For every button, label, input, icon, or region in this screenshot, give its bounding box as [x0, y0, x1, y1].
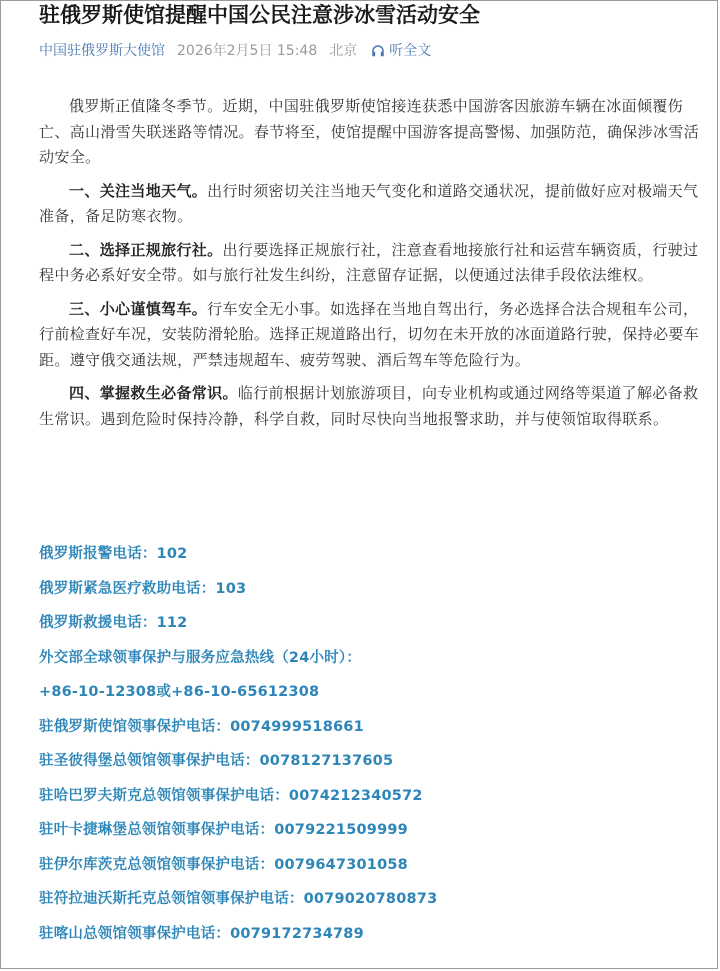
contact-line: 驻叶卡捷琳堡总领馆领事保护电话：0079221509999: [39, 822, 408, 838]
contact-line: 驻俄罗斯使馆领事保护电话：0074999518661: [39, 718, 364, 735]
section-heading: 三、小心谨慎驾车。: [69, 299, 208, 318]
contact-line: 驻喀山总领馆领事保护电话：0079172734789: [39, 925, 364, 942]
article-title: 驻俄罗斯使馆提醒中国公民注意涉冰雪活动安全: [39, 3, 480, 27]
section-text: 出行要选择正规旅行社，注意查看地接旅行社和运营车辆资质，行驶过程中务必系好安全带。如与旅行社发生纠纷，注意留存证据，以便通过法律手段依法维权。: [39, 240, 699, 284]
section-text: 临行前根据计划旅游项目，向专业机构或通过网络等渠道了解必备救生常识。遇到危险时保持冷静，科学自救，同时尽快向当地报警求助，并与使领馆取得联系。: [39, 384, 699, 428]
article-meta: [39, 41, 431, 61]
section-heading: 二、选择正规旅行社。: [69, 240, 223, 259]
section-heading: 四、掌握救生必备常识。: [69, 384, 238, 402]
section-heading: 一、关注当地天气。: [69, 181, 208, 200]
section-text: 出行时须密切关注当地天气变化和道路交通状况，提前做好应对极端天气准备，备足防寒衣物。: [39, 181, 699, 225]
contact-line: 驻哈巴罗夫斯克总领馆领事保护电话：0074212340572: [39, 787, 423, 804]
publish-date: 2026年2月5日 15:48: [177, 43, 318, 59]
contact-list: [39, 537, 701, 951]
contact-line: 驻伊尔库茨克总领馆领事保护电话：0079647301058: [39, 856, 408, 873]
contact-line: 驻符拉迪沃斯托克总领馆领事保护电话：0079020780873: [39, 891, 438, 907]
section-text: 行车安全无小事。如选择在当地自驾出行，务必选择合法合规租车公司，行前检查好车况，安装防滑轮胎。选择正规道路出行，切勿在未开放的冰面道路行驶，保持必要车距。遵守俄交通法规，严禁违规超车、疲劳驾驶、酒后驾车等危险行为。: [39, 299, 700, 369]
contact-line: 外交部全球领事保护与服务应急热线（24小时）：: [39, 649, 362, 666]
section-paragraph: [39, 297, 701, 374]
article-body: [39, 94, 701, 440]
intro-paragraph: 俄罗斯正值隆冬季节。近期，中国驻俄罗斯使馆接连获悉中国游客因旅游车辆在冰面倾覆伤亡、高山滑雪失联迷路等情况。春节将至，使馆提醒中国游客提高警惕、加强防范，确保涉冰雪活动安全。: [39, 97, 700, 166]
section-paragraph: [39, 179, 701, 230]
listen-label: 听全文: [389, 43, 432, 59]
publish-location: 北京: [329, 43, 358, 59]
contact-line: 俄罗斯救援电话：112: [39, 615, 188, 631]
section-paragraph: [39, 381, 701, 432]
headphones-icon: [371, 44, 385, 58]
contact-line: 驻圣彼得堡总领馆领事保护电话：0078127137605: [39, 753, 394, 769]
contact-line: 俄罗斯紧急医疗救助电话：103: [39, 580, 247, 597]
contact-line: +86-10-12308或+86-10-65612308: [39, 684, 320, 700]
source-link[interactable]: 中国驻俄罗斯大使馆: [39, 43, 165, 59]
contact-line: 俄罗斯报警电话：102: [39, 546, 188, 562]
section-paragraph: [39, 238, 701, 289]
listen-button[interactable]: [371, 41, 431, 61]
